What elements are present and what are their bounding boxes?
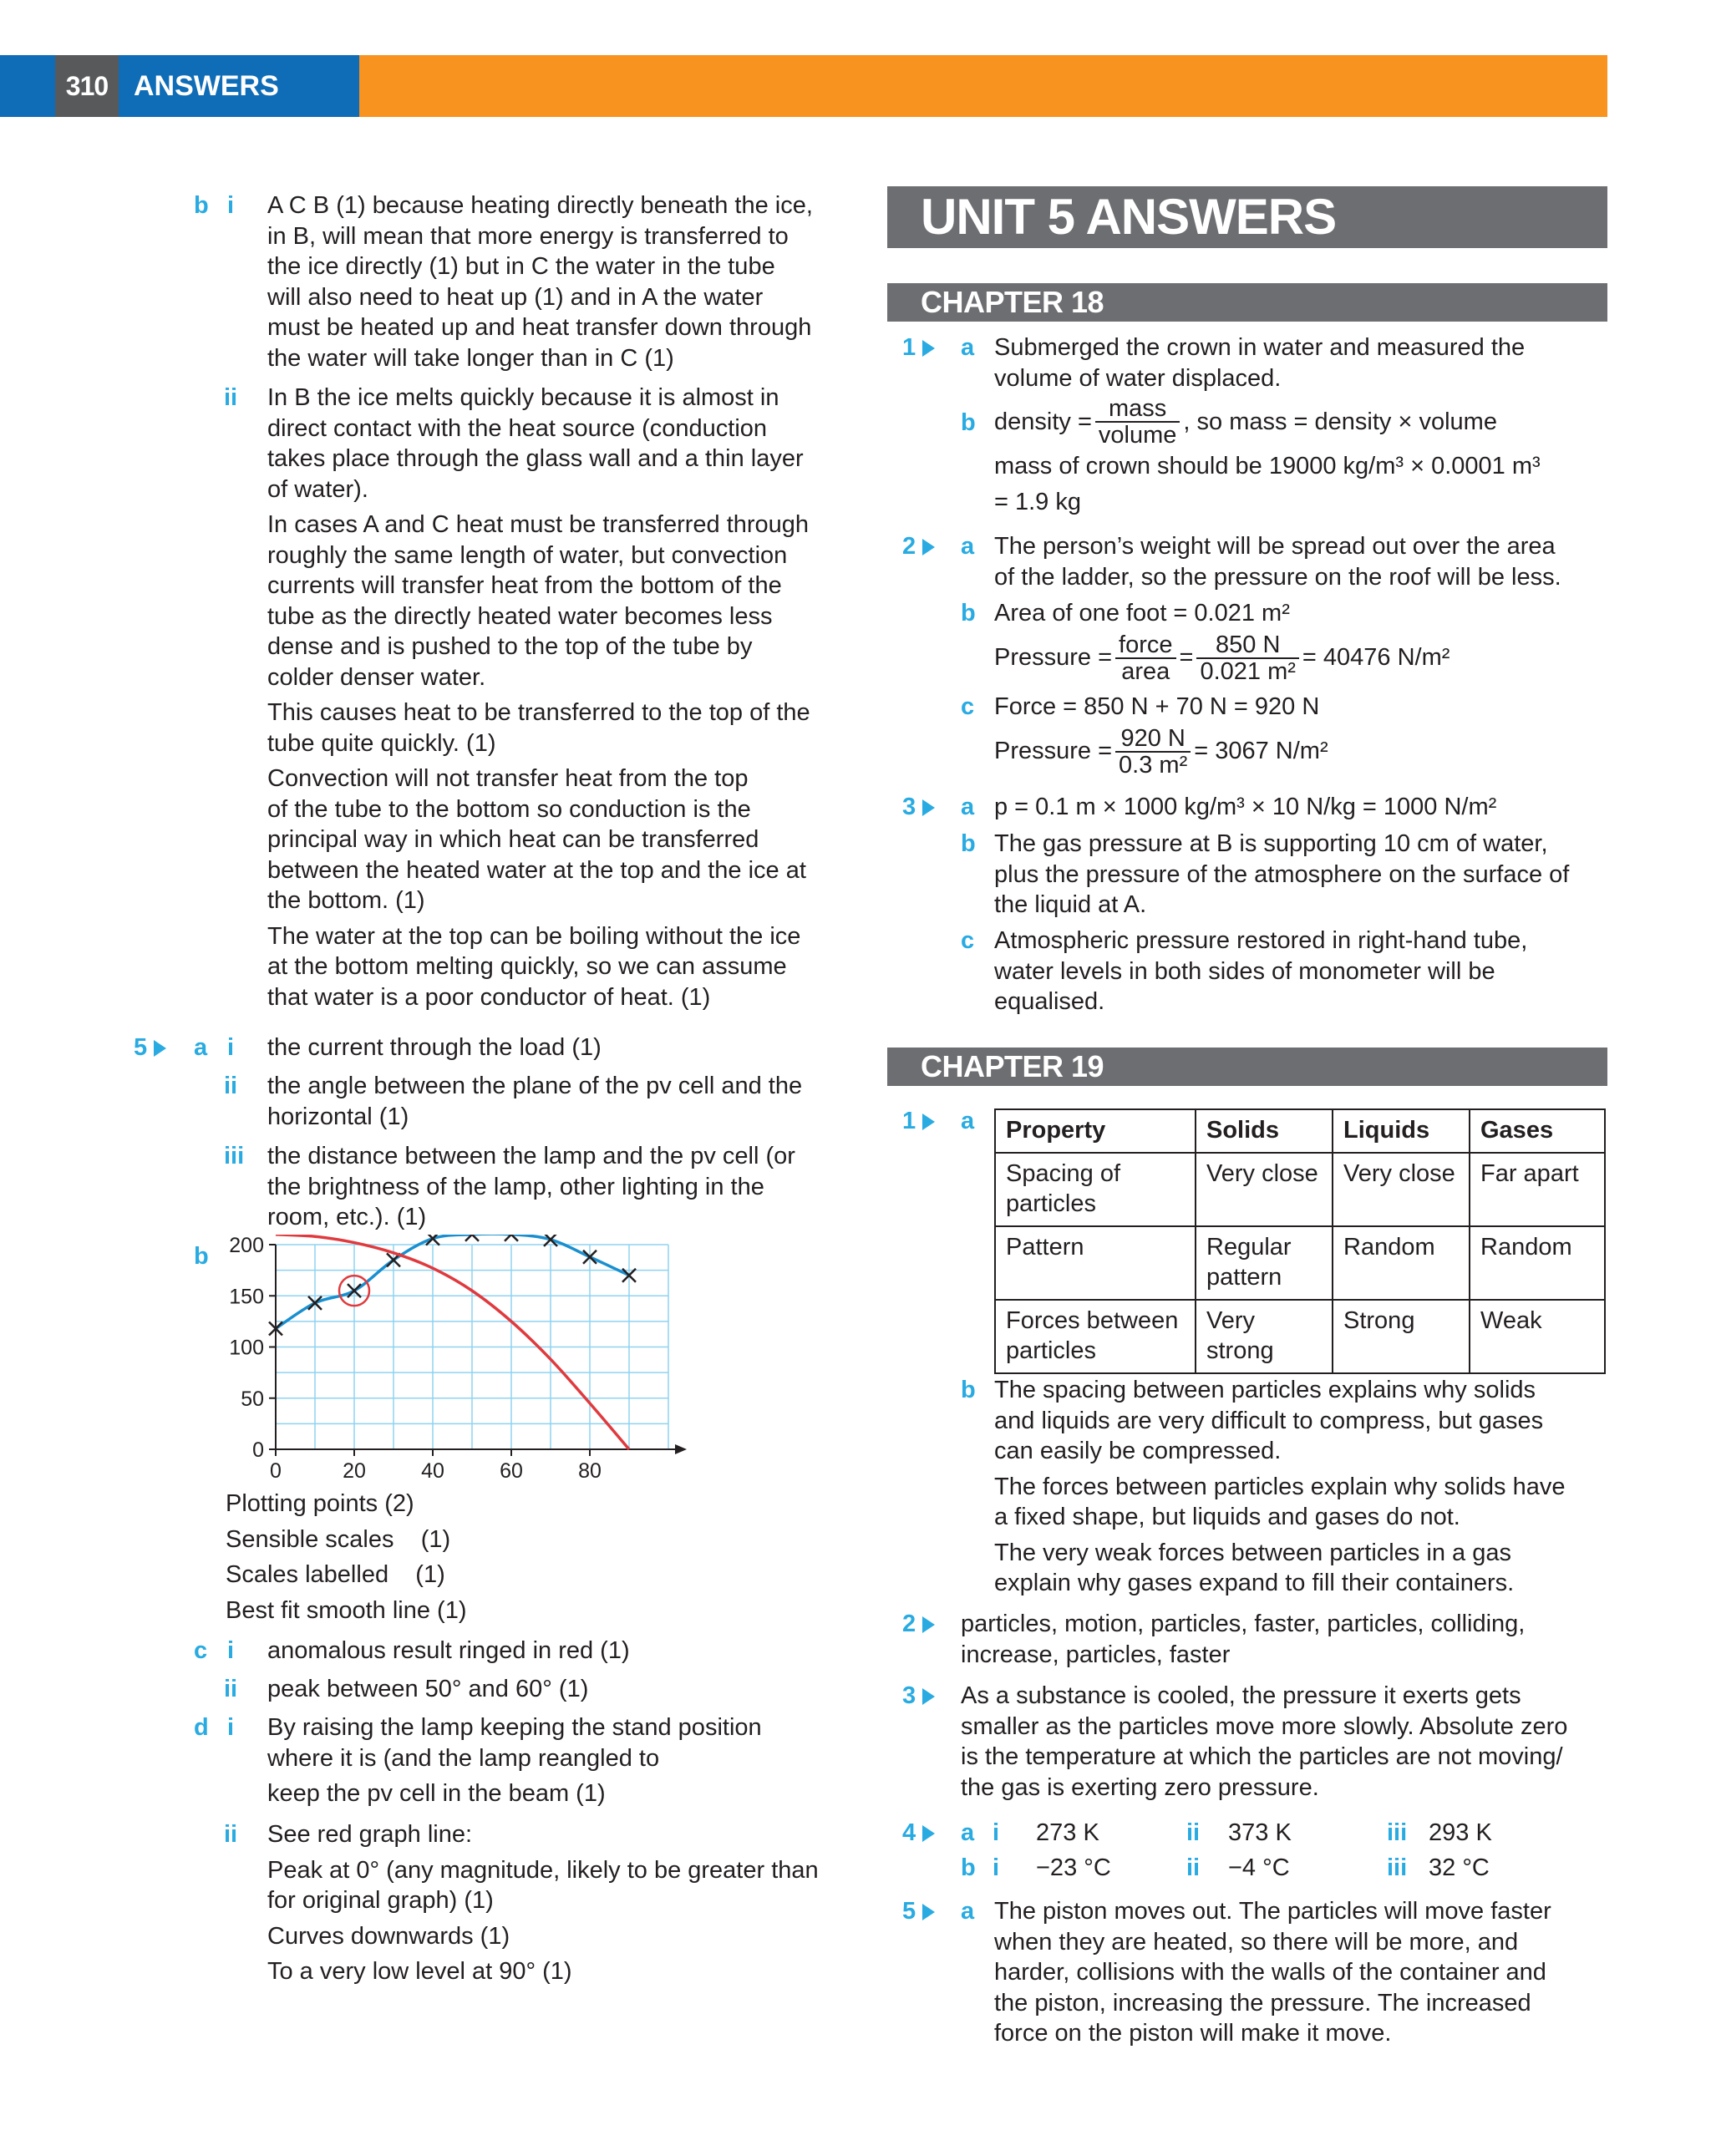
denominator: volume bbox=[1098, 422, 1177, 449]
label-b: b bbox=[961, 409, 976, 436]
states-of-matter-table bbox=[994, 1108, 1606, 1374]
text-line: = 1.9 kg bbox=[994, 488, 1081, 515]
table-cell: Pattern bbox=[995, 1226, 1196, 1300]
question-marker: 2 bbox=[902, 531, 940, 562]
label-iii: iii bbox=[1387, 1819, 1408, 1846]
text-line: equalised. bbox=[994, 988, 1105, 1015]
ch18-answer-1b bbox=[994, 396, 1612, 517]
text-line: can easily be compressed. bbox=[994, 1438, 1282, 1464]
answer-5a-iii bbox=[267, 1141, 852, 1233]
text-line: harder, collisions with the walls of the container and bbox=[994, 1959, 1546, 1986]
series-line-measured bbox=[276, 1235, 629, 1328]
x-axis-arrow bbox=[675, 1444, 687, 1454]
text-line: tube quite quickly. (1) bbox=[267, 729, 496, 757]
text-line: The forces between particles explain why solids have bbox=[994, 1473, 1566, 1500]
chapter-19-title: CHAPTER 19 bbox=[887, 1048, 1607, 1086]
table-cell: Random bbox=[1470, 1226, 1605, 1300]
text-line: water levels in both sides of monometer will be bbox=[994, 957, 1495, 985]
ch18-answer-3b bbox=[994, 829, 1612, 921]
text-line: that water is a poor conductor of heat. (1) bbox=[267, 983, 711, 1011]
table-cell: Random bbox=[1333, 1226, 1470, 1300]
answer-5c-i: anomalous result ringed in red (1) bbox=[267, 1637, 630, 1664]
ch19-answer-4b-iii: 32 °C bbox=[1429, 1854, 1490, 1881]
text-line: keep the pv cell in the beam (1) bbox=[267, 1780, 606, 1807]
text-line: plus the pressure of the atmosphere on the surface of bbox=[994, 860, 1570, 888]
text: density = bbox=[994, 408, 1092, 435]
ch19-answer-4a-iii: 293 K bbox=[1429, 1819, 1492, 1846]
ch19-answer-4b-ii: −4 °C bbox=[1228, 1854, 1290, 1881]
label-c: c bbox=[194, 1637, 208, 1664]
text-line: where it is (and the lamp reangled to bbox=[267, 1744, 660, 1772]
text-line: a fixed shape, but liquids and gases do not. bbox=[994, 1504, 1460, 1530]
text-line: In cases A and C heat must be transferred through bbox=[267, 511, 810, 538]
label-c: c bbox=[961, 693, 975, 720]
table-cell: Spacing of particles bbox=[995, 1153, 1196, 1226]
text-line: The person’s weight will be spread out over the area bbox=[994, 533, 1556, 560]
ch19-answer-5a bbox=[994, 1896, 1612, 2049]
ch19-answer-4a-i: 273 K bbox=[1036, 1819, 1099, 1846]
text-line: particles, motion, particles, faster, particles, colliding, bbox=[961, 1611, 1526, 1637]
text-line: when they are heated, so there will be more, and bbox=[994, 1928, 1519, 1956]
table-header: Property bbox=[995, 1109, 1196, 1153]
ch18-answer-2b bbox=[994, 598, 1612, 684]
text-line: To a very low level at 90° (1) bbox=[267, 1958, 572, 1985]
denominator: 0.3 m² bbox=[1119, 751, 1188, 779]
table-row bbox=[995, 1300, 1605, 1373]
table-cell: Very close bbox=[1333, 1153, 1470, 1226]
text-line: The water at the top can be boiling without the ice bbox=[267, 922, 801, 950]
text-line: force on the piston will make it move. bbox=[994, 2020, 1392, 2047]
y-tick-label: 50 bbox=[241, 1387, 264, 1411]
numerator: 850 N bbox=[1196, 632, 1298, 659]
pv-cell-graph bbox=[209, 1235, 693, 1485]
answer-5a-i: the current through the load (1) bbox=[267, 1034, 602, 1061]
x-tick-label: 0 bbox=[270, 1459, 282, 1483]
y-tick-label: 0 bbox=[252, 1438, 264, 1462]
question-marker: 1 bbox=[902, 1106, 940, 1137]
label-b: b bbox=[194, 1243, 209, 1270]
text-line: Force = 850 N + 70 N = 920 N bbox=[994, 693, 1320, 720]
series-line-predicted bbox=[276, 1235, 629, 1449]
text-line: room, etc.). (1) bbox=[267, 1204, 427, 1230]
text-line: Curves downwards (1) bbox=[267, 1922, 510, 1950]
fraction bbox=[1095, 396, 1180, 448]
text-line: and liquids are very difficult to compress, but gases bbox=[994, 1407, 1544, 1434]
arrow-icon bbox=[922, 1825, 935, 1842]
fraction bbox=[1115, 632, 1175, 684]
table-header: Gases bbox=[1470, 1109, 1605, 1153]
ch18-answer-3c bbox=[994, 926, 1612, 1017]
x-tick-label: 80 bbox=[578, 1459, 602, 1483]
text-line: mass of crown should be 19000 kg/m³ × 0.0001 m³ bbox=[994, 453, 1541, 479]
ch19-answer-1b bbox=[994, 1375, 1612, 1599]
ch18-answer-2c bbox=[994, 692, 1612, 778]
text-line: The very weak forces between particles in a gas bbox=[994, 1539, 1511, 1566]
text: = 40476 N/m² bbox=[1302, 644, 1450, 672]
text-line: direct contact with the heat source (conduction bbox=[267, 414, 768, 442]
answer-5d-i bbox=[267, 1712, 852, 1809]
label-iii: iii bbox=[1387, 1854, 1408, 1881]
question-5-marker bbox=[134, 1032, 171, 1063]
text-line: of the tube to the bottom so conduction is the bbox=[267, 795, 751, 823]
label-iii: iii bbox=[224, 1143, 245, 1169]
label-ii: ii bbox=[224, 1821, 238, 1848]
text-line: By raising the lamp keeping the stand position bbox=[267, 1714, 762, 1741]
label-ii: ii bbox=[224, 1073, 238, 1099]
text-line: The spacing between particles explains why solids bbox=[994, 1377, 1536, 1403]
fraction bbox=[1196, 632, 1298, 684]
chapter-18-title: CHAPTER 18 bbox=[887, 283, 1607, 322]
ch18-answer-1a bbox=[994, 332, 1612, 393]
text-line: The gas pressure at B is supporting 10 cm of water, bbox=[994, 830, 1548, 857]
arrow-icon bbox=[922, 1904, 935, 1920]
arrow-icon bbox=[154, 1040, 166, 1057]
label-ii: ii bbox=[1186, 1819, 1201, 1846]
text-line: currents will transfer heat from the bottom of the bbox=[267, 572, 782, 599]
text-line: Convection will not transfer heat from the top bbox=[267, 765, 749, 792]
text-line: the gas is exerting zero pressure. bbox=[961, 1773, 1319, 1801]
text-line: the brightness of the lamp, other lighting in the bbox=[267, 1173, 764, 1200]
text-line: increase, particles, faster bbox=[961, 1641, 1231, 1668]
label-b: b bbox=[961, 1854, 976, 1881]
text-line: is the temperature at which the particles are not moving/ bbox=[961, 1743, 1563, 1770]
table-cell: Weak bbox=[1470, 1300, 1605, 1373]
text-line: the water will take longer than in C (1) bbox=[267, 344, 674, 372]
numerator: 920 N bbox=[1115, 726, 1191, 753]
label-a: a bbox=[961, 533, 975, 560]
table-cell: Forces between particles bbox=[995, 1300, 1196, 1373]
text-line: in B, will mean that more energy is transferred to bbox=[267, 222, 789, 250]
arrow-icon bbox=[922, 799, 935, 816]
y-tick-label: 150 bbox=[229, 1285, 264, 1309]
text-line: the angle between the plane of the pv cell and the bbox=[267, 1073, 803, 1099]
table-cell: Very strong bbox=[1196, 1300, 1333, 1373]
text-line: the distance between the lamp and the pv cell (or bbox=[267, 1143, 795, 1169]
text-line: the liquid at A. bbox=[994, 891, 1147, 918]
question-marker: 3 bbox=[902, 1681, 940, 1712]
y-tick-label: 200 bbox=[229, 1235, 264, 1257]
unit-title: UNIT 5 ANSWERS bbox=[887, 186, 1607, 248]
text-line: As a substance is cooled, the pressure it exerts gets bbox=[961, 1682, 1521, 1709]
arrow-icon bbox=[922, 1616, 935, 1633]
text: , so mass = density × volume bbox=[1183, 408, 1497, 435]
label-a: a bbox=[961, 794, 975, 820]
text-line: takes place through the glass wall and a thin layer bbox=[267, 445, 804, 472]
text-line: Sensible scales (1) bbox=[226, 1525, 451, 1553]
label-i: i bbox=[993, 1819, 1000, 1846]
question-marker: 3 bbox=[902, 792, 940, 823]
text-line: Submerged the crown in water and measured the bbox=[994, 334, 1526, 361]
text-line: See red graph line: bbox=[267, 1821, 473, 1848]
text-line: colder denser water. bbox=[267, 663, 486, 691]
text: Pressure = bbox=[994, 644, 1113, 672]
text-line: Plotting points (2) bbox=[226, 1490, 414, 1517]
text-line: The piston moves out. The particles will move faster bbox=[994, 1898, 1551, 1925]
label-i: i bbox=[227, 1637, 235, 1664]
label-b: b bbox=[961, 600, 976, 627]
text-line: for original graph) (1) bbox=[267, 1887, 494, 1914]
table-cell: Far apart bbox=[1470, 1153, 1605, 1226]
numerator: force bbox=[1115, 632, 1175, 659]
label-i: i bbox=[227, 192, 235, 219]
label-a: a bbox=[194, 1034, 208, 1061]
label-d: d bbox=[194, 1714, 209, 1741]
text: = 3067 N/m² bbox=[1194, 738, 1328, 765]
page-number: 310 bbox=[55, 55, 119, 117]
section-title: ANSWERS bbox=[119, 55, 359, 117]
text-line: This causes heat to be transferred to the top of the bbox=[267, 699, 810, 726]
label-ii: ii bbox=[224, 1676, 238, 1702]
table-row bbox=[995, 1226, 1605, 1300]
table-header: Solids bbox=[1196, 1109, 1333, 1153]
table-header-row bbox=[995, 1109, 1605, 1153]
ch19-answer-2 bbox=[961, 1609, 1612, 1670]
text: Pressure = bbox=[994, 738, 1113, 765]
question-marker: 4 bbox=[902, 1818, 940, 1849]
answer-4b-i bbox=[267, 190, 852, 373]
question-marker: 2 bbox=[902, 1609, 940, 1640]
label-i: i bbox=[227, 1034, 235, 1061]
numerator: mass bbox=[1095, 396, 1180, 423]
text-line: Atmospheric pressure restored in right-hand tube, bbox=[994, 927, 1528, 954]
text-line: In B the ice melts quickly because it is almost in bbox=[267, 384, 779, 411]
text-line: Area of one foot = 0.021 m² bbox=[994, 600, 1290, 627]
text-line: the bottom. (1) bbox=[267, 887, 425, 914]
ch19-answer-4a-ii: 373 K bbox=[1228, 1819, 1292, 1846]
arrow-icon bbox=[922, 340, 935, 357]
label-a: a bbox=[961, 1898, 975, 1925]
x-tick-label: 40 bbox=[421, 1459, 444, 1483]
label-c: c bbox=[961, 927, 975, 954]
text-line: the ice directly (1) but in C the water in the tube bbox=[267, 253, 775, 280]
arrow-icon bbox=[922, 1114, 935, 1130]
label-b: b bbox=[961, 1377, 976, 1403]
label-ii: ii bbox=[224, 384, 238, 411]
table-header: Liquids bbox=[1333, 1109, 1470, 1153]
text-line: at the bottom melting quickly, so we can assume bbox=[267, 953, 787, 980]
text-line: of water). bbox=[267, 475, 368, 503]
ch18-answer-3a: p = 0.1 m × 1000 kg/m³ × 10 N/kg = 1000 N/m² bbox=[994, 794, 1497, 820]
text-line: principal way in which heat can be transferred bbox=[267, 826, 759, 853]
text-line: Peak at 0° (any magnitude, likely to be greater than bbox=[267, 1856, 819, 1884]
label-a: a bbox=[961, 334, 975, 361]
denominator: 0.021 m² bbox=[1200, 657, 1296, 685]
label-b: b bbox=[961, 830, 976, 857]
text-line: Scales labelled (1) bbox=[226, 1561, 445, 1588]
label-i: i bbox=[993, 1854, 1000, 1881]
text-line: horizontal (1) bbox=[267, 1103, 409, 1130]
text-line: the piston, increasing the pressure. The increased bbox=[994, 1989, 1531, 2016]
label-a: a bbox=[961, 1819, 975, 1846]
answer-5d-ii bbox=[267, 1819, 852, 1987]
table-row bbox=[995, 1153, 1605, 1226]
table-cell: Strong bbox=[1333, 1300, 1470, 1373]
arrow-icon bbox=[922, 1688, 935, 1705]
ch18-answer-2a bbox=[994, 531, 1612, 592]
x-tick-label: 20 bbox=[343, 1459, 366, 1483]
text-line: roughly the same length of water, but convection bbox=[267, 541, 788, 569]
header-bar bbox=[359, 55, 1607, 117]
y-tick-label: 100 bbox=[229, 1336, 264, 1360]
label-b: b bbox=[194, 192, 209, 219]
text: = bbox=[1179, 644, 1194, 672]
header-accent bbox=[0, 55, 55, 117]
answer-5c-ii: peak between 50° and 60° (1) bbox=[267, 1676, 589, 1702]
text-line: between the heated water at the top and the ice at bbox=[267, 856, 806, 884]
ch19-answer-4b-i: −23 °C bbox=[1036, 1854, 1111, 1881]
x-tick-label: 60 bbox=[500, 1459, 523, 1483]
text-line: tube as the directly heated water becomes less bbox=[267, 602, 773, 630]
table-cell: Very close bbox=[1196, 1153, 1333, 1226]
text-line: dense and is pushed to the top of the tube by bbox=[267, 633, 753, 660]
fraction bbox=[1115, 726, 1191, 778]
question-marker: 5 bbox=[902, 1896, 940, 1927]
text-line: must be heated up and heat transfer down through bbox=[267, 314, 812, 341]
label-i: i bbox=[227, 1714, 235, 1741]
text-line: explain why gases expand to fill their containers. bbox=[994, 1570, 1515, 1596]
question-number: 5 bbox=[134, 1034, 148, 1061]
marks-list bbox=[226, 1489, 727, 1626]
answer-5a-ii bbox=[267, 1071, 852, 1132]
denominator: area bbox=[1121, 657, 1170, 685]
label-ii: ii bbox=[1186, 1854, 1201, 1881]
text-line: smaller as the particles move more slowly. Absolute zero bbox=[961, 1712, 1568, 1740]
question-marker: 1 bbox=[902, 332, 940, 363]
text-line: of the ladder, so the pressure on the roof will be less. bbox=[994, 563, 1561, 591]
text-line: volume of water displaced. bbox=[994, 364, 1282, 392]
ch19-answer-3 bbox=[961, 1681, 1612, 1803]
answer-4b-ii bbox=[267, 383, 852, 1012]
arrow-icon bbox=[922, 539, 935, 555]
text-line: will also need to heat up (1) and in A the water bbox=[267, 283, 764, 311]
text-line: Best fit smooth line (1) bbox=[226, 1596, 467, 1624]
label-a: a bbox=[961, 1108, 975, 1134]
text-line: A C B (1) because heating directly beneath the ice, bbox=[267, 192, 813, 219]
table-cell: Regular pattern bbox=[1196, 1226, 1333, 1300]
